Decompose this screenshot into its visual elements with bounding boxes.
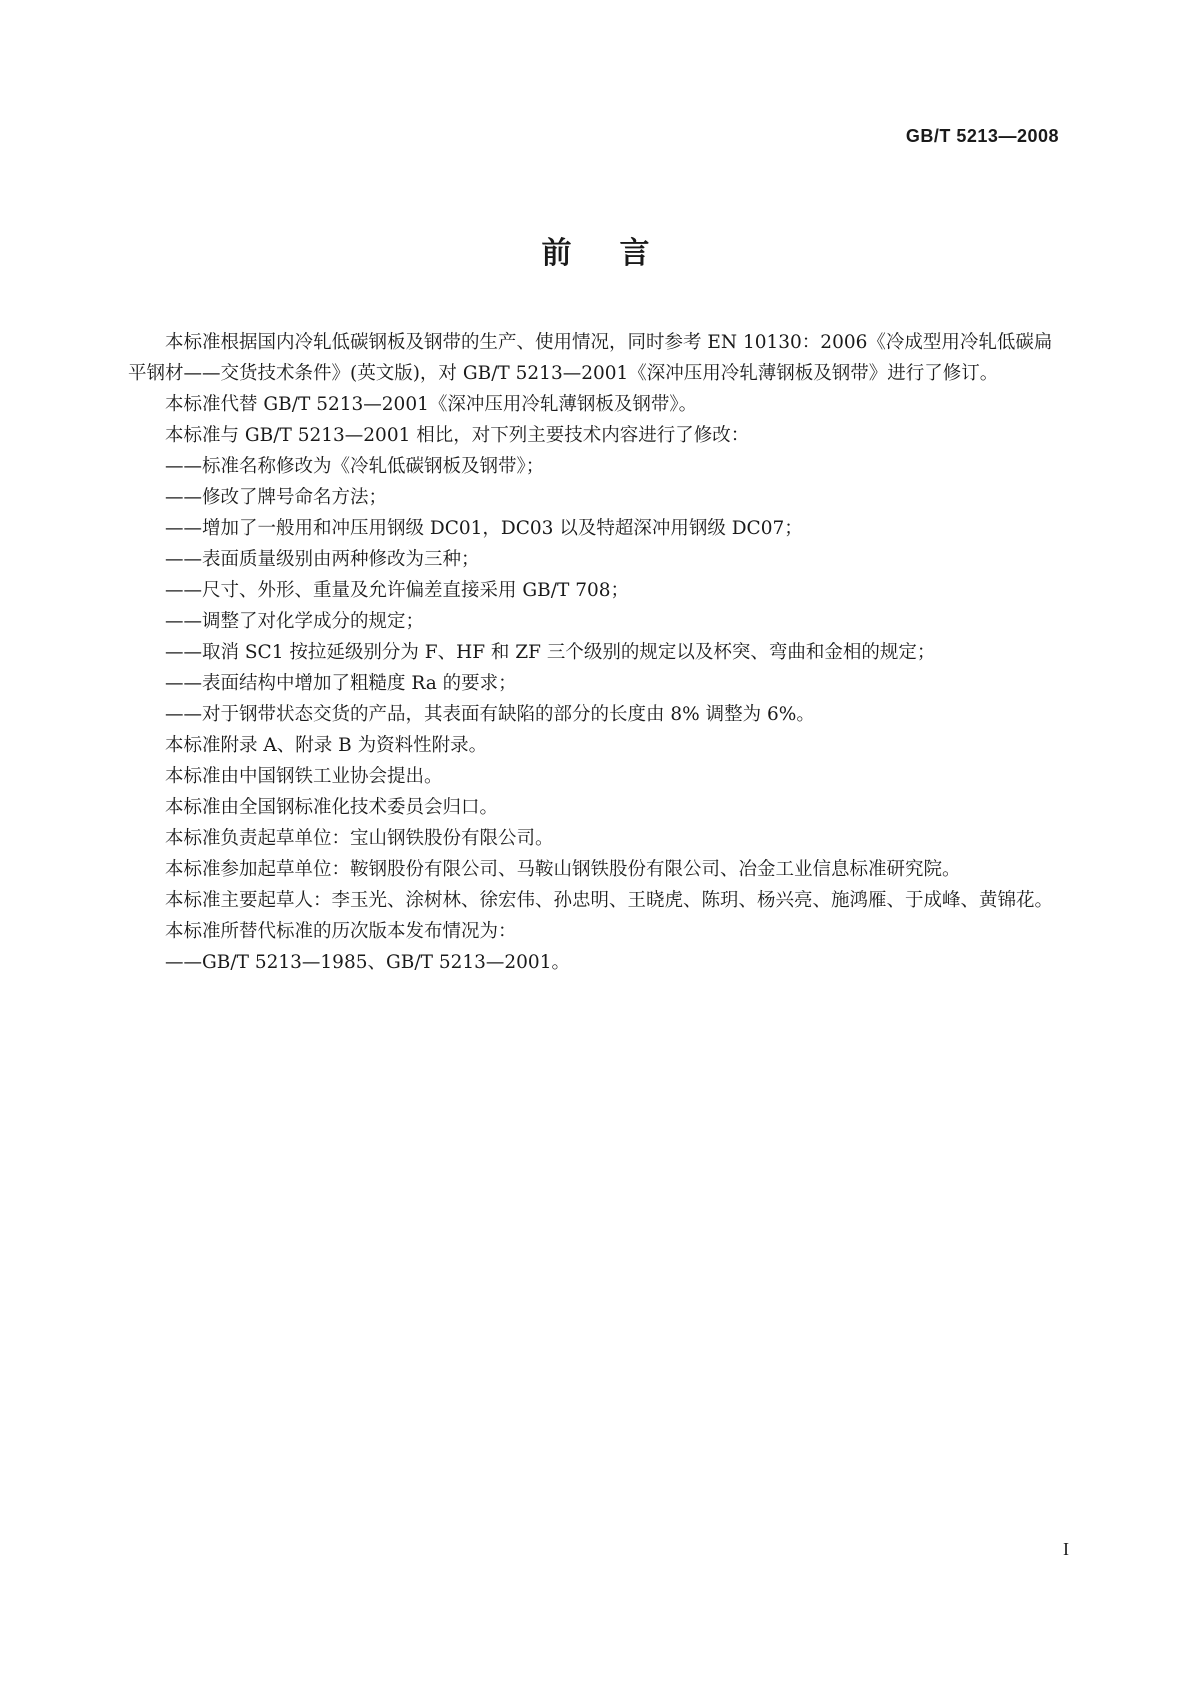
list-item: ——标准名称修改为《冷轧低碳钢板及钢带》； <box>165 456 545 477</box>
list-item: ——取消 SC1 按拉延级别分为 F、HF 和 ZF 三个级别的规定以及杯突、弯曲和金相的规定； <box>165 642 936 663</box>
list-item: ——表面质量级别由两种修改为三种； <box>165 549 480 570</box>
paragraph: 本标准代替 GB/T 5213—2001《深冲压用冷轧薄钢板及钢带》。 <box>165 394 698 415</box>
paragraph: 本标准附录 A、附录 B 为资料性附录。 <box>165 735 488 756</box>
paragraph: 本标准所替代标准的历次版本发布情况为： <box>165 921 517 942</box>
list-item: ——增加了一般用和冲压用钢级 DC01，DC03 以及特超深冲用钢级 DC07； <box>165 518 803 539</box>
paragraph: 本标准根据国内冷轧低碳钢板及钢带的生产、使用情况，同时参考 EN 10130：2006《冷成型用冷轧低碳扁平钢材——交货技术条件》(英文版)，对 GB/T 5213—2001《深冲压用冷轧薄钢板及钢带》进行了修订。 <box>128 332 1053 384</box>
list-item: ——修改了牌号命名方法； <box>165 487 388 508</box>
paragraph: 本标准由中国钢铁工业协会提出。 <box>165 766 443 787</box>
page-number: I <box>1063 1539 1069 1559</box>
list-item: ——对于钢带状态交货的产品，其表面有缺陷的部分的长度由 8% 调整为 6%。 <box>165 704 815 725</box>
list-item: ——GB/T 5213—1985、GB/T 5213—2001。 <box>165 952 570 973</box>
paragraph: 本标准负责起草单位：宝山钢铁股份有限公司。 <box>165 828 554 849</box>
paragraph: 本标准由全国钢标准化技术委员会归口。 <box>165 797 499 818</box>
list-item: ——尺寸、外形、重量及允许偏差直接采用 GB/T 708； <box>165 580 630 601</box>
paragraph: 本标准与 GB/T 5213—2001 相比，对下列主要技术内容进行了修改： <box>165 425 750 446</box>
standard-number: GB/T 5213—2008 <box>905 126 1059 146</box>
foreword-body <box>128 327 1064 978</box>
paragraph: 本标准主要起草人：李玉光、涂树林、徐宏伟、孙忠明、王晓虎、陈玥、杨兴亮、施鸿雁、于成峰、黄锦花。 <box>165 890 1054 911</box>
list-item: ——调整了对化学成分的规定； <box>165 611 425 632</box>
list-item: ——表面结构中增加了粗糙度 Ra 的要求； <box>165 673 517 694</box>
paragraph: 本标准参加起草单位：鞍钢股份有限公司、马鞍山钢铁股份有限公司、冶金工业信息标准研究院。 <box>165 859 961 880</box>
page-title: 前言 <box>541 236 698 271</box>
